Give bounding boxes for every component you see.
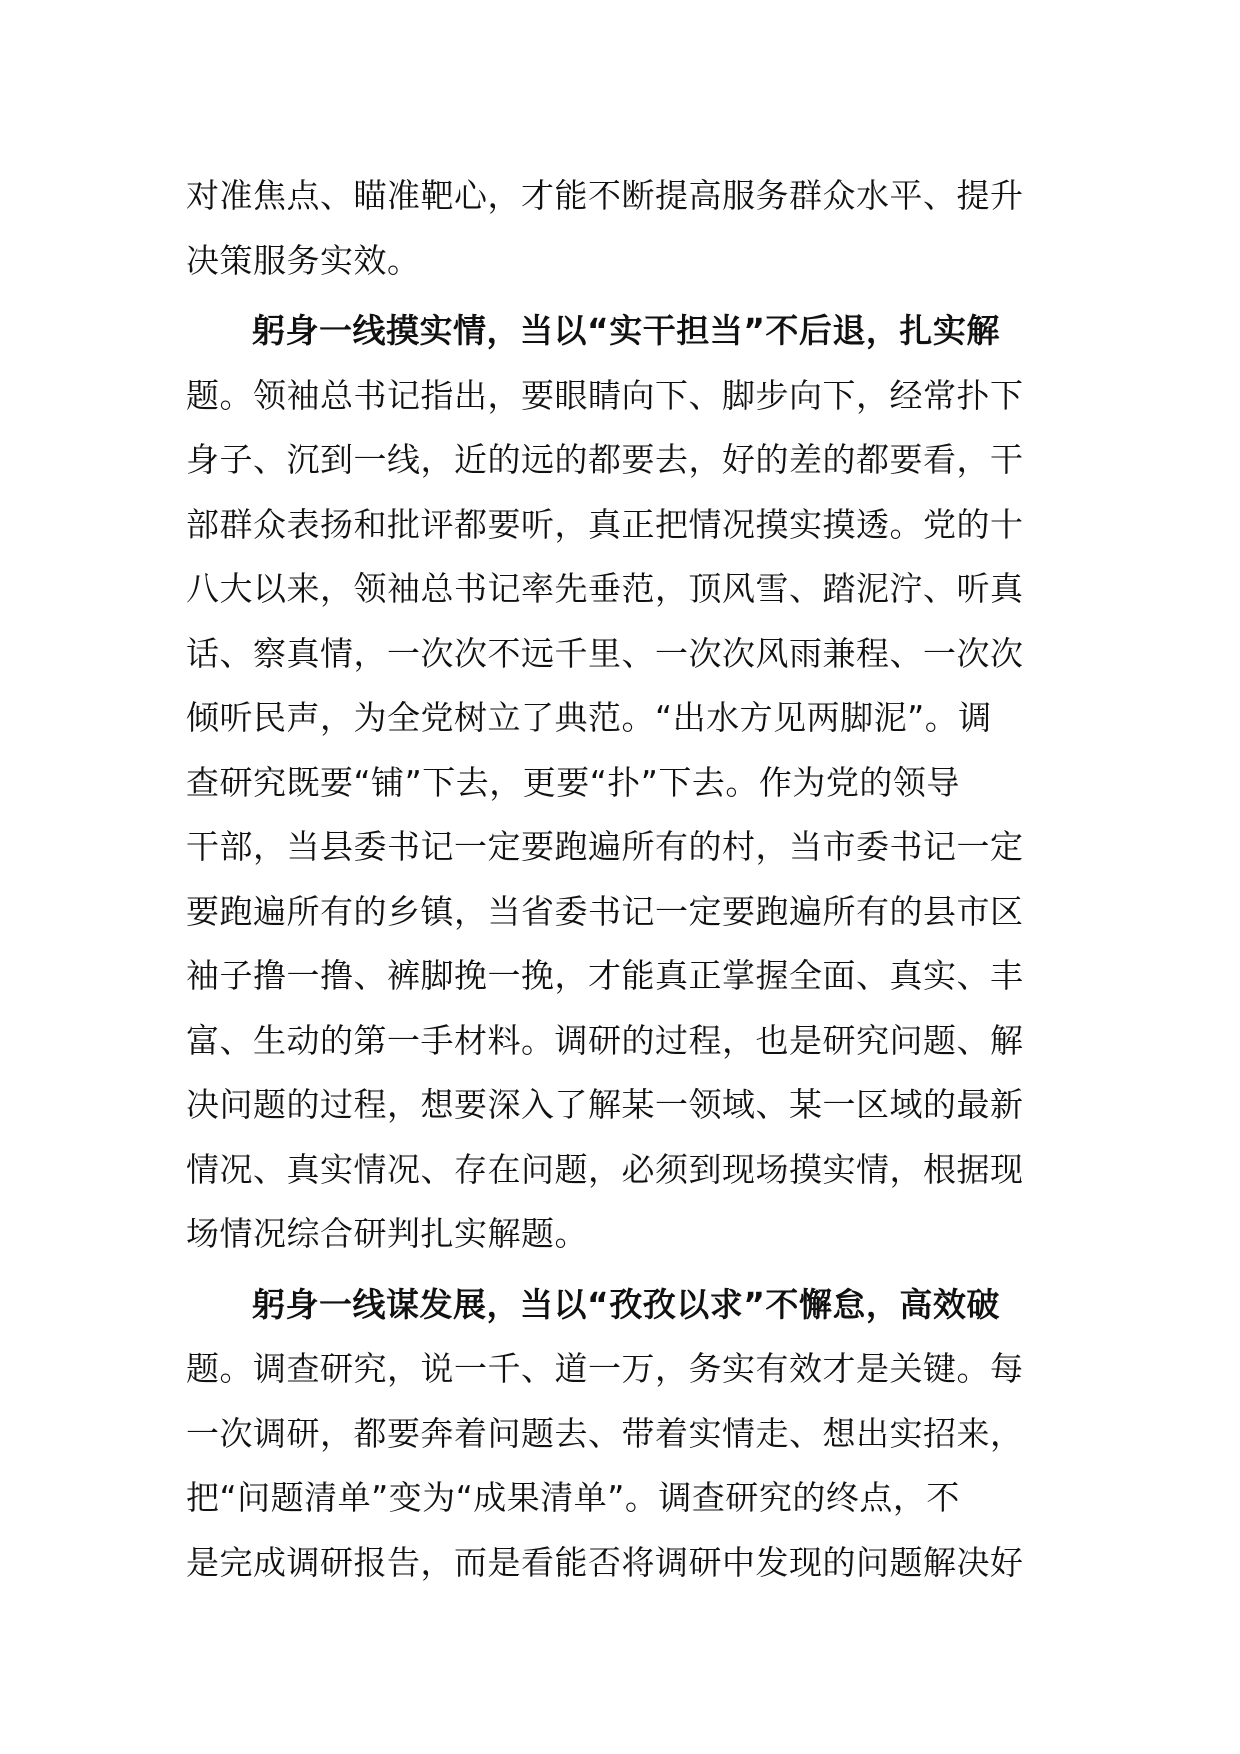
paragraph-1 — [186, 164, 1066, 293]
text-line: 对准焦点、瞄准靶心，才能不断提高服务群众水平、提升 — [186, 176, 1024, 215]
text-line: 八大以来，领袖总书记率先垂范，顶风雪、踏泥泞、听真 — [186, 569, 1024, 608]
paragraph-lead-line: 躬身一线谋发展，当以“孜孜以求”不懈怠，高效破 — [252, 1284, 1000, 1324]
text-line: 查研究既要“铺”下去，更要“扑”下去。作为党的领导 — [186, 762, 960, 802]
text-line: 身子、沉到一线，近的远的都要去，好的差的都要看，干 — [186, 440, 1024, 479]
text-line: 决问题的过程，想要深入了解某一领域、某一区域的最新 — [186, 1085, 1024, 1124]
text-line: 富、生动的第一手材料。调研的过程，也是研究问题、解 — [186, 1020, 1024, 1060]
text-line: 决策服务实效。 — [186, 240, 421, 280]
text-line: 场情况综合研判扎实解题。 — [186, 1214, 588, 1253]
text-line: 把“问题清单”变为“成果清单”。调查研究的终点，不 — [186, 1478, 960, 1517]
text-line: 是完成调研报告，而是看能否将调研中发现的问题解决好 — [186, 1542, 1024, 1582]
text-line: 话、察真情，一次次不远千里、一次次风雨兼程、一次次 — [186, 633, 1024, 673]
text-line: 干部，当县委书记一定要跑遍所有的村，当市委书记一定 — [186, 827, 1024, 866]
paragraph-2 — [186, 299, 1066, 1267]
text-line: 袖子撸一撸、裤脚挽一挽，才能真正掌握全面、真实、丰 — [186, 956, 1024, 995]
text-line: 题。领袖总书记指出，要眼睛向下、脚步向下，经常扑下 — [186, 375, 1024, 415]
text-line: 一次调研，都要奔着问题去、带着实情走、想出实招来， — [186, 1413, 1024, 1453]
text-line: 要跑遍所有的乡镇，当省委书记一定要跑遍所有的县市区 — [186, 891, 1024, 931]
text-line: 情况、真实情况、存在问题，必须到现场摸实情，根据现 — [186, 1149, 1024, 1189]
text-line: 倾听民声，为全党树立了典范。“出水方见两脚泥”。调 — [186, 698, 992, 737]
paragraph-3 — [186, 1273, 1066, 1596]
document-body — [186, 164, 1066, 1595]
paragraph-lead-line: 躬身一线摸实情，当以“实干担当”不后退，扎实解 — [252, 311, 1000, 350]
text-line: 题。调查研究，说一千、道一万，务实有效才是关键。每 — [186, 1349, 1024, 1388]
text-line: 部群众表扬和批评都要听，真正把情况摸实摸透。党的十 — [186, 504, 1024, 544]
